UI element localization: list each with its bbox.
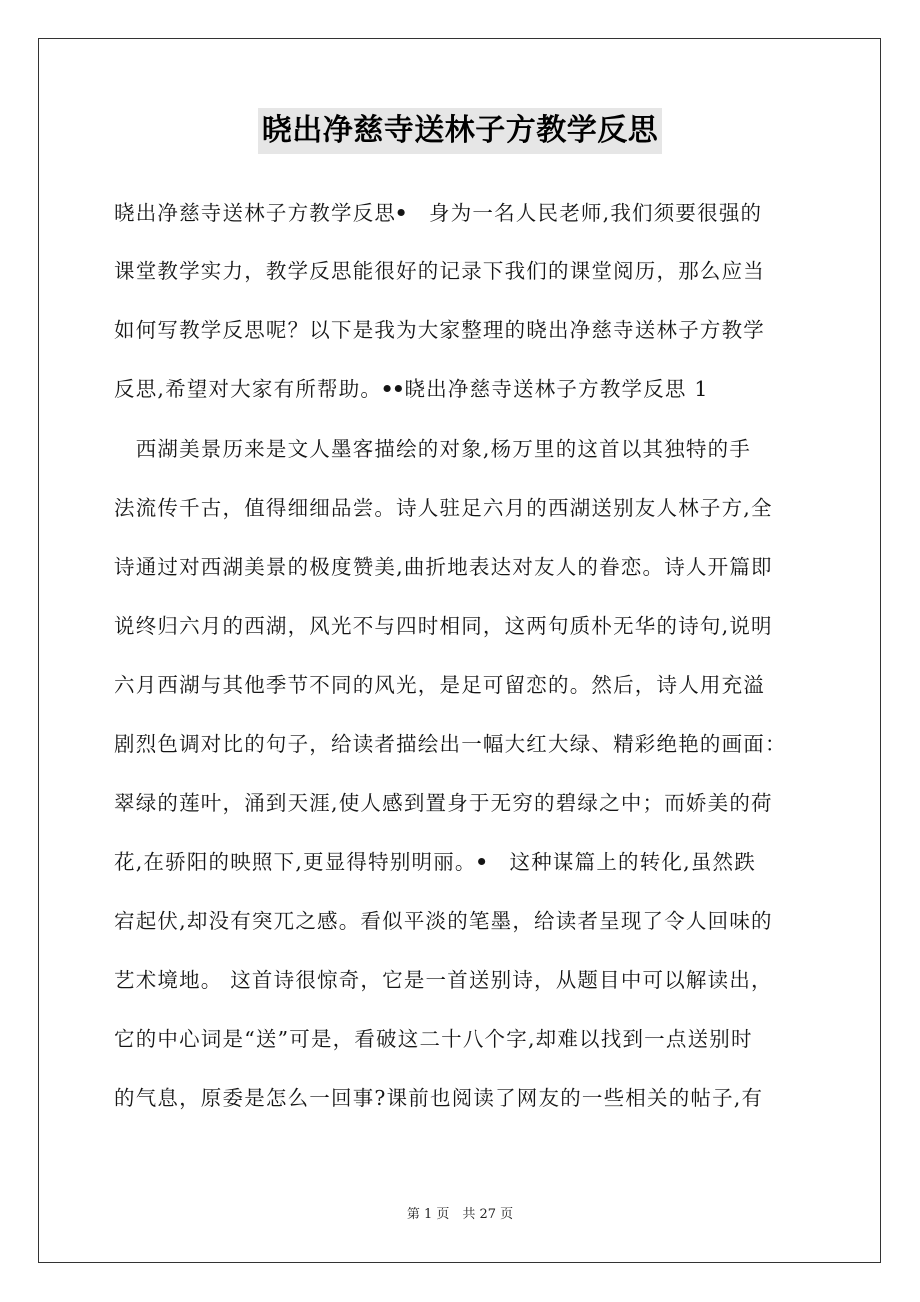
body-line: 说终归六月的西湖，风光不与四时相同，这两句质朴无华的诗句,说明 (114, 614, 773, 638)
body-line: 花,在骄阳的映照下,更显得特别明丽。ꔷ 这种谋篇上的转化,虽然跌 (114, 850, 756, 874)
body-line: 翠绿的莲叶，涌到天涯,使人感到置身于无穷的碧绿之中；而娇美的荷 (114, 791, 773, 815)
body-line: 宕起伏,却没有突兀之感。看似平淡的笔墨，给读者呈现了令人回味的 (114, 909, 773, 933)
document-title: 晓出净慈寺送林子方教学反思 (258, 108, 663, 154)
body-line: 法流传千古，值得细细品尝。诗人驻足六月的西湖送别友人林子方,全 (114, 496, 773, 520)
page-number: 第 1 页 共 27 页 (406, 1207, 514, 1222)
body-line: 的气息，原委是怎么一回事?课前也阅读了网友的一些相关的帖子,有 (114, 1086, 764, 1110)
body-line: 剧烈色调对比的句子，给读者描绘出一幅大红大绿、精彩绝艳的画面： (114, 732, 787, 756)
body-line: 如何写教学反思呢？以下是我为大家整理的晓出净慈寺送林子方教学 (114, 318, 765, 342)
title-container (0, 108, 920, 154)
body-line: 六月西湖与其他季节不同的风光，是足可留恋的。然后，诗人用充溢 (114, 673, 765, 697)
body-line: 晓出净慈寺送林子方教学反思ꔷ 身为一名人民老师,我们须要很强的 (114, 201, 763, 225)
body-line: 课堂教学实力，教学反思能很好的记录下我们的课堂阅历，那么应当 (114, 259, 765, 283)
body-line: 诗通过对西湖美景的极度赞美,曲折地表达对友人的眷恋。诗人开篇即 (114, 555, 773, 579)
body-line: 反思,希望对大家有所帮助。ꔷꔷ晓出净慈寺送林子方教学反思 1 (114, 377, 709, 401)
body-line: 西湖美景历来是文人墨客描绘的对象,杨万里的这首以其独特的手 (114, 437, 752, 461)
body-line: 它的中心词是“送”可是，看破这二十八个字,却难以找到一点送别时 (114, 1027, 753, 1051)
body-line: 艺术境地。 这首诗很惊奇，它是一首送别诗，从题目中可以解读出， (114, 968, 773, 992)
